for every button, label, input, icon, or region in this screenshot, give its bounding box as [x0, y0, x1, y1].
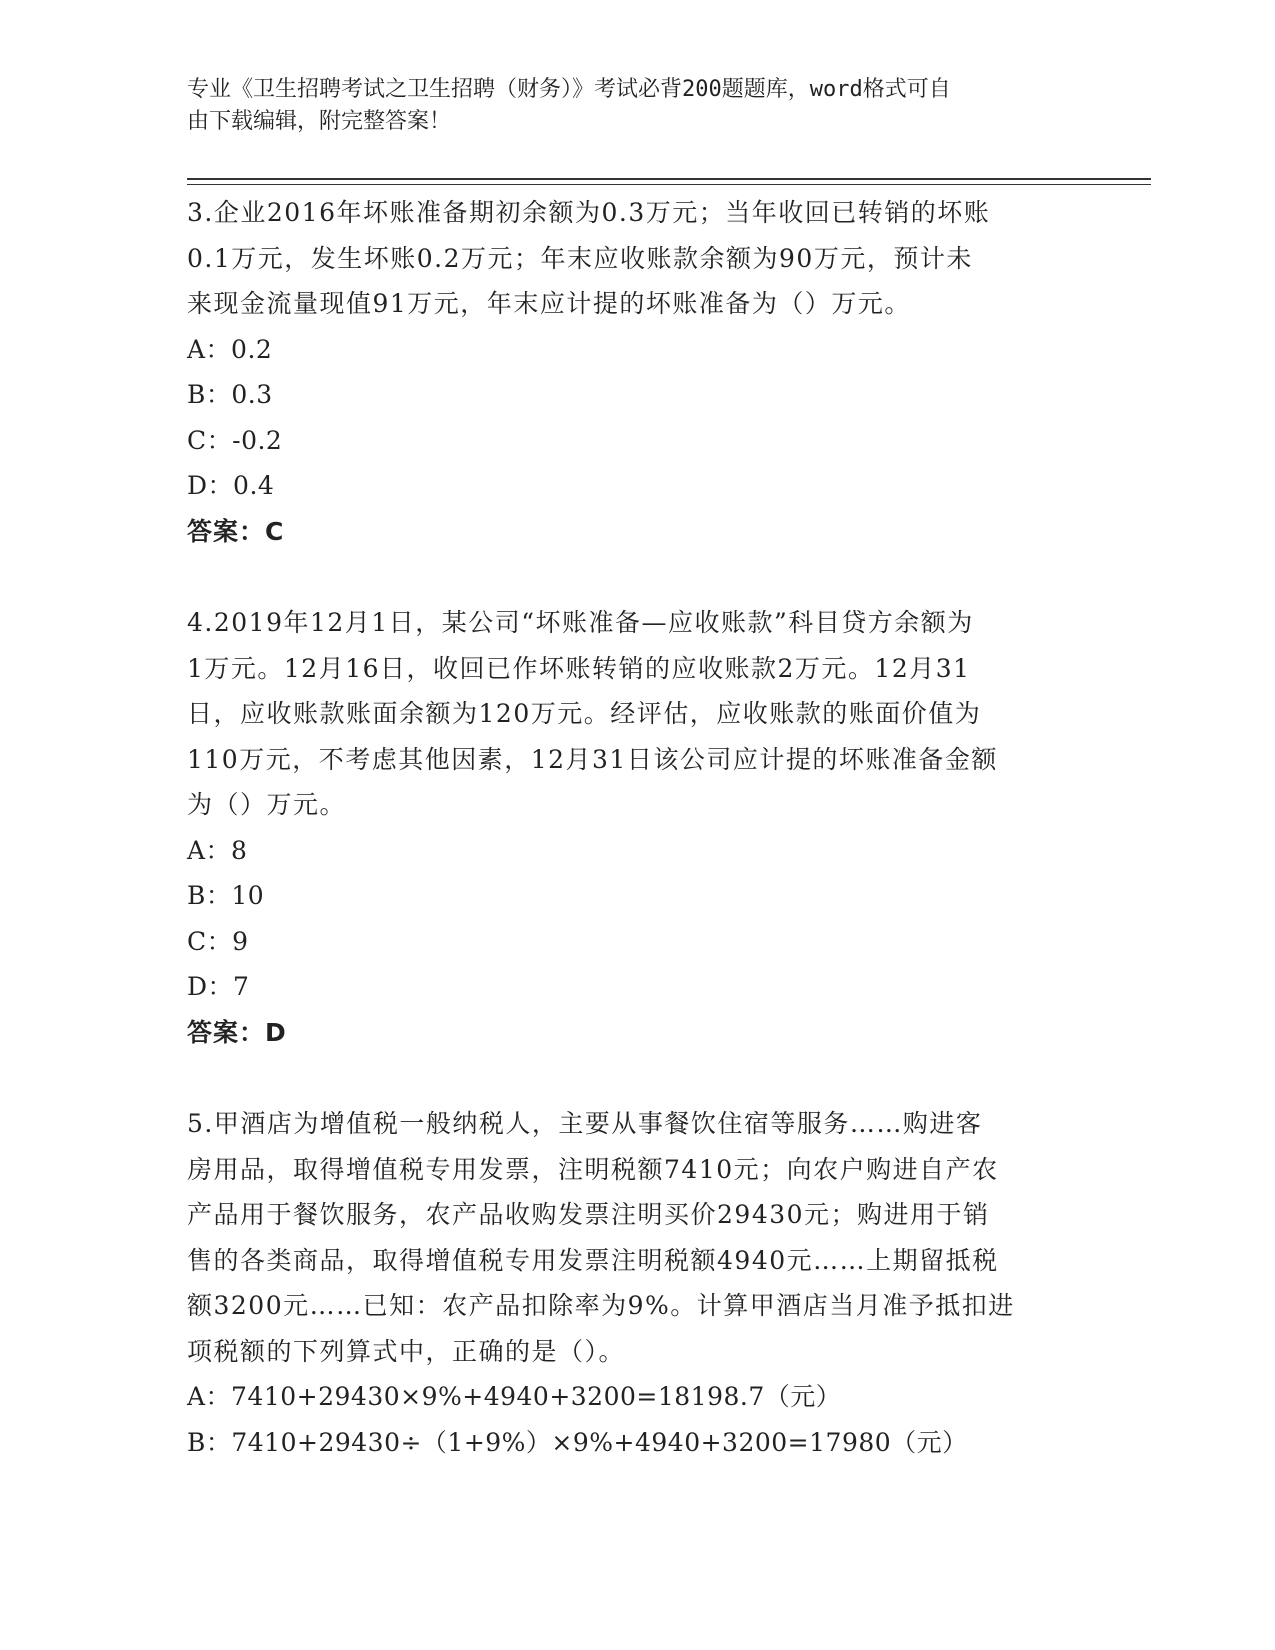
question-4 — [187, 600, 1087, 1055]
question-text-line: 售的各类商品，取得增值税专用发票注明税额4940元……上期留抵税 — [187, 1245, 999, 1275]
header-title-line-1: 专业《卫生招聘考试之卫生招聘（财务）》考试必背200题题库，word格式可自 — [187, 77, 951, 102]
question-text-line: 来现金流量现值91万元，年末应计提的坏账准备为（）万元。 — [187, 289, 911, 318]
header-divider-thin — [187, 184, 1151, 185]
option-b: B：10 — [187, 881, 265, 910]
question-text-line: 0.1万元，发生坏账0.2万元；年末应收账款余额为90万元，预计未 — [187, 243, 973, 273]
question-text-line: 1万元。12月16日，收回已作坏账转销的应收账款2万元。12月31 — [187, 653, 971, 683]
question-text-line: 3.企业2016年坏账准备期初余额为0.3万元；当年收回已转销的坏账 — [187, 198, 991, 227]
option-d: D：0.4 — [187, 471, 275, 500]
question-5 — [187, 1101, 1087, 1465]
question-text-line: 房用品，取得增值税专用发票，注明税额7410元；向农户购进自产农 — [187, 1154, 999, 1184]
question-text-line: 额3200元……已知：农产品扣除率为9%。计算甲酒店当月准予抵扣进 — [187, 1291, 1015, 1320]
question-text-line: 为（）万元。 — [187, 790, 347, 819]
option-a: A：8 — [187, 835, 248, 865]
header-divider-thick — [187, 178, 1151, 180]
answer-label: 答案：D — [187, 1017, 287, 1047]
option-d: D：7 — [187, 972, 250, 1001]
option-b: B：0.3 — [187, 380, 273, 409]
question-text-line: 产品用于餐饮服务，农产品收购发票注明买价29430元；购进用于销 — [187, 1200, 990, 1229]
question-3 — [187, 190, 1087, 554]
option-a: A：0.2 — [187, 334, 273, 364]
option-c: C：-0.2 — [187, 425, 283, 455]
question-text-line: 项税额的下列算式中，正确的是（）。 — [187, 1336, 626, 1366]
question-text-line: 4.2019年12月1日，某公司“坏账准备—应收账款”科目贷方余额为 — [187, 608, 974, 637]
option-c: C：9 — [187, 926, 249, 956]
question-text-line: 5.甲酒店为增值税一般纳税人，主要从事餐饮住宿等服务……购进客 — [187, 1109, 983, 1138]
answer-label: 答案：C — [187, 516, 285, 546]
question-list — [187, 190, 1087, 1465]
option-b: B：7410+29430÷（1+9%）×9%+4940+3200=17980（元） — [187, 1427, 968, 1457]
option-a: A：7410+29430×9%+4940+3200=18198.7（元） — [187, 1382, 842, 1411]
question-spacer — [187, 1055, 1087, 1101]
header-title-line-2: 由下载编辑，附完整答案！ — [187, 109, 452, 134]
question-text-line: 日，应收账款账面余额为120万元。经评估，应收账款的账面价值为 — [187, 699, 982, 728]
question-text-line: 110万元，不考虑其他因素，12月31日该公司应计提的坏账准备金额 — [187, 744, 998, 774]
document-header — [187, 74, 1067, 138]
question-spacer — [187, 554, 1087, 600]
